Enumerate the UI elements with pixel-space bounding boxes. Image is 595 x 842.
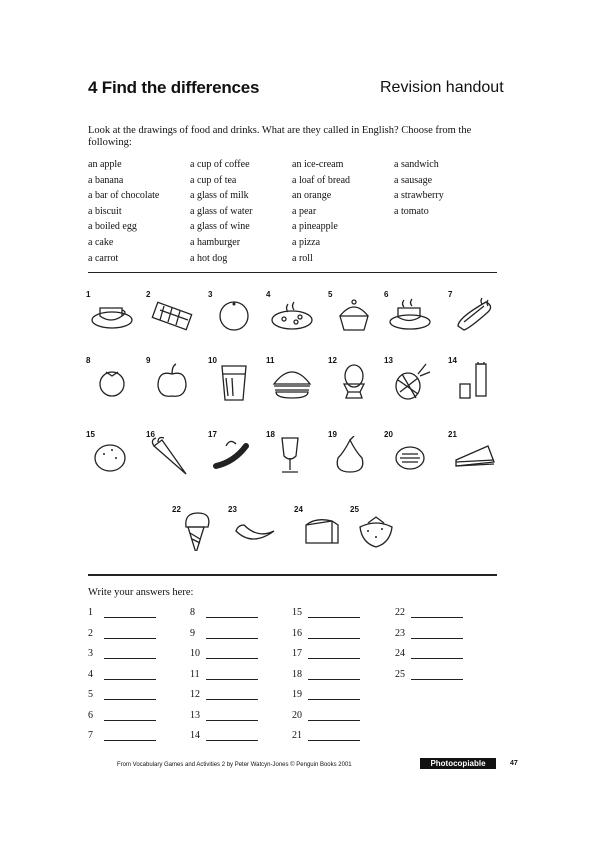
word-option: a pizza xyxy=(292,236,321,248)
answer-field[interactable] xyxy=(292,607,360,621)
picture-number: 19 xyxy=(328,430,337,439)
picture-number: 11 xyxy=(266,356,275,365)
answer-number: 3 xyxy=(88,648,93,659)
answer-number: 10 xyxy=(190,648,200,659)
word-option: an ice-cream xyxy=(292,159,344,170)
word-option: an apple xyxy=(88,159,122,170)
picture-number: 25 xyxy=(350,505,359,514)
answer-number: 5 xyxy=(88,689,93,700)
answer-number: 13 xyxy=(190,709,200,721)
answer-line[interactable] xyxy=(308,730,360,741)
picture-number: 14 xyxy=(448,356,457,365)
answer-line[interactable] xyxy=(308,669,360,680)
photocopiable-badge: Photocopiable xyxy=(420,758,496,769)
food-picture xyxy=(208,290,258,334)
answer-field[interactable] xyxy=(88,607,156,621)
picture-number: 18 xyxy=(266,430,275,439)
answer-field[interactable] xyxy=(190,710,258,724)
picture-number: 2 xyxy=(146,290,151,299)
answer-field[interactable] xyxy=(190,730,258,744)
answer-number: 16 xyxy=(292,627,302,639)
picture-number: 13 xyxy=(384,356,393,365)
answer-number: 7 xyxy=(88,730,93,741)
word-option: a loaf of bread xyxy=(292,174,351,186)
answer-field[interactable] xyxy=(88,689,156,703)
food-picture xyxy=(384,290,434,334)
word-option: a cake xyxy=(88,236,114,248)
answer-line[interactable] xyxy=(104,628,156,639)
food-picture xyxy=(146,356,196,400)
picture-number: 22 xyxy=(172,505,181,514)
answer-number: 24 xyxy=(395,648,405,659)
word-option: a roll xyxy=(292,252,313,264)
word-column xyxy=(394,159,444,221)
picture-number: 3 xyxy=(208,290,213,299)
answer-line[interactable] xyxy=(411,669,463,680)
answer-number: 2 xyxy=(88,627,93,639)
picture-number: 16 xyxy=(146,430,155,439)
answer-line[interactable] xyxy=(104,730,156,741)
instructions: Look at the drawings of food and drinks. What are they called in English? Choose from the following: xyxy=(88,125,472,148)
food-picture xyxy=(294,505,344,549)
word-option: a strawberry xyxy=(394,190,444,202)
word-option: a tomato xyxy=(394,205,429,217)
answer-line[interactable] xyxy=(206,710,258,721)
word-column xyxy=(292,159,350,268)
answer-number: 15 xyxy=(292,607,302,618)
answer-field[interactable] xyxy=(190,669,258,683)
answer-line[interactable] xyxy=(206,669,258,680)
word-column xyxy=(190,159,252,268)
answer-field[interactable] xyxy=(292,730,360,744)
word-option: a cup of tea xyxy=(190,174,237,186)
answer-field[interactable] xyxy=(88,710,156,724)
word-column xyxy=(88,159,159,268)
answer-field[interactable] xyxy=(292,628,360,642)
food-picture xyxy=(266,356,316,400)
food-picture xyxy=(384,430,434,474)
food-picture xyxy=(384,356,434,400)
answer-field[interactable] xyxy=(395,628,463,642)
answer-field[interactable] xyxy=(88,669,156,683)
food-picture xyxy=(448,290,498,334)
answer-number: 19 xyxy=(292,689,302,700)
answer-number: 17 xyxy=(292,648,302,659)
answer-line[interactable] xyxy=(308,689,360,700)
answer-field[interactable] xyxy=(292,689,360,703)
picture-number: 23 xyxy=(228,505,237,514)
answer-field[interactable] xyxy=(292,710,360,724)
answer-number: 22 xyxy=(395,607,405,618)
answer-number: 9 xyxy=(190,627,195,639)
food-picture xyxy=(146,290,196,334)
picture-number: 12 xyxy=(328,356,337,365)
answer-field[interactable] xyxy=(88,648,156,662)
answer-number: 6 xyxy=(88,709,93,721)
answer-line[interactable] xyxy=(308,648,360,659)
answer-field[interactable] xyxy=(190,648,258,662)
answer-line[interactable] xyxy=(206,628,258,639)
word-option: a biscuit xyxy=(88,205,122,217)
footer-credit: From Vocabulary Games and Activities 2 by Peter Watcyn-Jones © Penguin Books 2001 xyxy=(117,762,352,768)
word-option: a glass of water xyxy=(190,205,253,217)
word-option: a pineapple xyxy=(292,221,338,233)
divider-bottom xyxy=(88,574,497,576)
food-picture xyxy=(146,430,196,474)
answer-number: 12 xyxy=(190,689,200,700)
food-picture xyxy=(266,290,316,334)
word-option: a bar of chocolate xyxy=(88,190,160,202)
answer-field[interactable] xyxy=(88,730,156,744)
answer-field[interactable] xyxy=(190,689,258,703)
page-subtitle: Revision handout xyxy=(380,79,504,96)
answer-number: 21 xyxy=(292,730,302,741)
food-picture xyxy=(448,356,498,400)
picture-number: 24 xyxy=(294,505,303,514)
answers-heading: Write your answers here: xyxy=(88,587,194,598)
answer-line[interactable] xyxy=(411,628,463,639)
answer-field[interactable] xyxy=(395,607,463,621)
food-picture xyxy=(328,430,378,474)
answer-line[interactable] xyxy=(104,669,156,680)
answer-field[interactable] xyxy=(292,669,360,683)
answer-line[interactable] xyxy=(411,607,463,618)
answer-field[interactable] xyxy=(88,628,156,642)
answer-number: 4 xyxy=(88,668,93,680)
picture-number: 20 xyxy=(384,430,393,439)
word-option: a pear xyxy=(292,205,317,217)
word-option: a sausage xyxy=(394,174,433,186)
word-option: a banana xyxy=(88,174,124,186)
answer-number: 23 xyxy=(395,627,405,639)
answer-line[interactable] xyxy=(104,689,156,700)
answer-line[interactable] xyxy=(308,607,360,618)
food-picture xyxy=(172,505,222,549)
food-picture xyxy=(448,430,498,474)
answer-line[interactable] xyxy=(206,648,258,659)
food-picture xyxy=(86,290,136,334)
answer-line[interactable] xyxy=(206,730,258,741)
food-picture xyxy=(350,505,400,549)
answer-number: 18 xyxy=(292,668,302,680)
answer-number: 8 xyxy=(190,607,195,618)
picture-number: 5 xyxy=(328,290,333,299)
answer-line[interactable] xyxy=(411,648,463,659)
picture-number: 1 xyxy=(86,290,91,299)
answer-field[interactable] xyxy=(190,607,258,621)
answer-field[interactable] xyxy=(190,628,258,642)
picture-number: 21 xyxy=(448,430,457,439)
word-option: a cup of coffee xyxy=(190,159,250,170)
picture-number: 15 xyxy=(86,430,95,439)
divider-top xyxy=(88,272,497,273)
word-option: a glass of wine xyxy=(190,221,250,233)
answer-field[interactable] xyxy=(292,648,360,662)
food-picture xyxy=(208,430,258,474)
picture-number: 9 xyxy=(146,356,151,365)
word-option: an orange xyxy=(292,190,332,202)
food-picture xyxy=(208,356,258,400)
answer-number: 20 xyxy=(292,709,302,721)
food-picture xyxy=(328,356,378,400)
answer-line[interactable] xyxy=(104,648,156,659)
answer-number: 11 xyxy=(190,668,200,680)
page-title: 4 Find the differences xyxy=(88,78,260,97)
answer-field[interactable] xyxy=(395,669,463,683)
picture-number: 7 xyxy=(448,290,453,299)
picture-number: 10 xyxy=(208,356,217,365)
answer-number: 25 xyxy=(395,668,405,680)
answer-number: 1 xyxy=(88,607,93,618)
food-picture xyxy=(228,505,278,549)
answer-number: 14 xyxy=(190,730,200,741)
word-option: a glass of milk xyxy=(190,190,249,202)
word-option: a sandwich xyxy=(394,159,439,170)
word-option: a boiled egg xyxy=(88,221,137,233)
word-option: a hot dog xyxy=(190,252,228,264)
picture-number: 4 xyxy=(266,290,271,299)
page-number: 47 xyxy=(510,760,518,767)
answer-line[interactable] xyxy=(104,710,156,721)
answer-line[interactable] xyxy=(308,710,360,721)
answer-field[interactable] xyxy=(395,648,463,662)
answer-line[interactable] xyxy=(206,689,258,700)
food-picture xyxy=(266,430,316,474)
food-picture xyxy=(328,290,378,334)
picture-number: 6 xyxy=(384,290,389,299)
word-option: a carrot xyxy=(88,252,119,264)
food-picture xyxy=(86,430,136,474)
answer-line[interactable] xyxy=(104,607,156,618)
answer-line[interactable] xyxy=(308,628,360,639)
food-picture xyxy=(86,356,136,400)
word-option: a hamburger xyxy=(190,236,241,248)
answer-line[interactable] xyxy=(206,607,258,618)
picture-number: 8 xyxy=(86,356,91,365)
picture-number: 17 xyxy=(208,430,217,439)
